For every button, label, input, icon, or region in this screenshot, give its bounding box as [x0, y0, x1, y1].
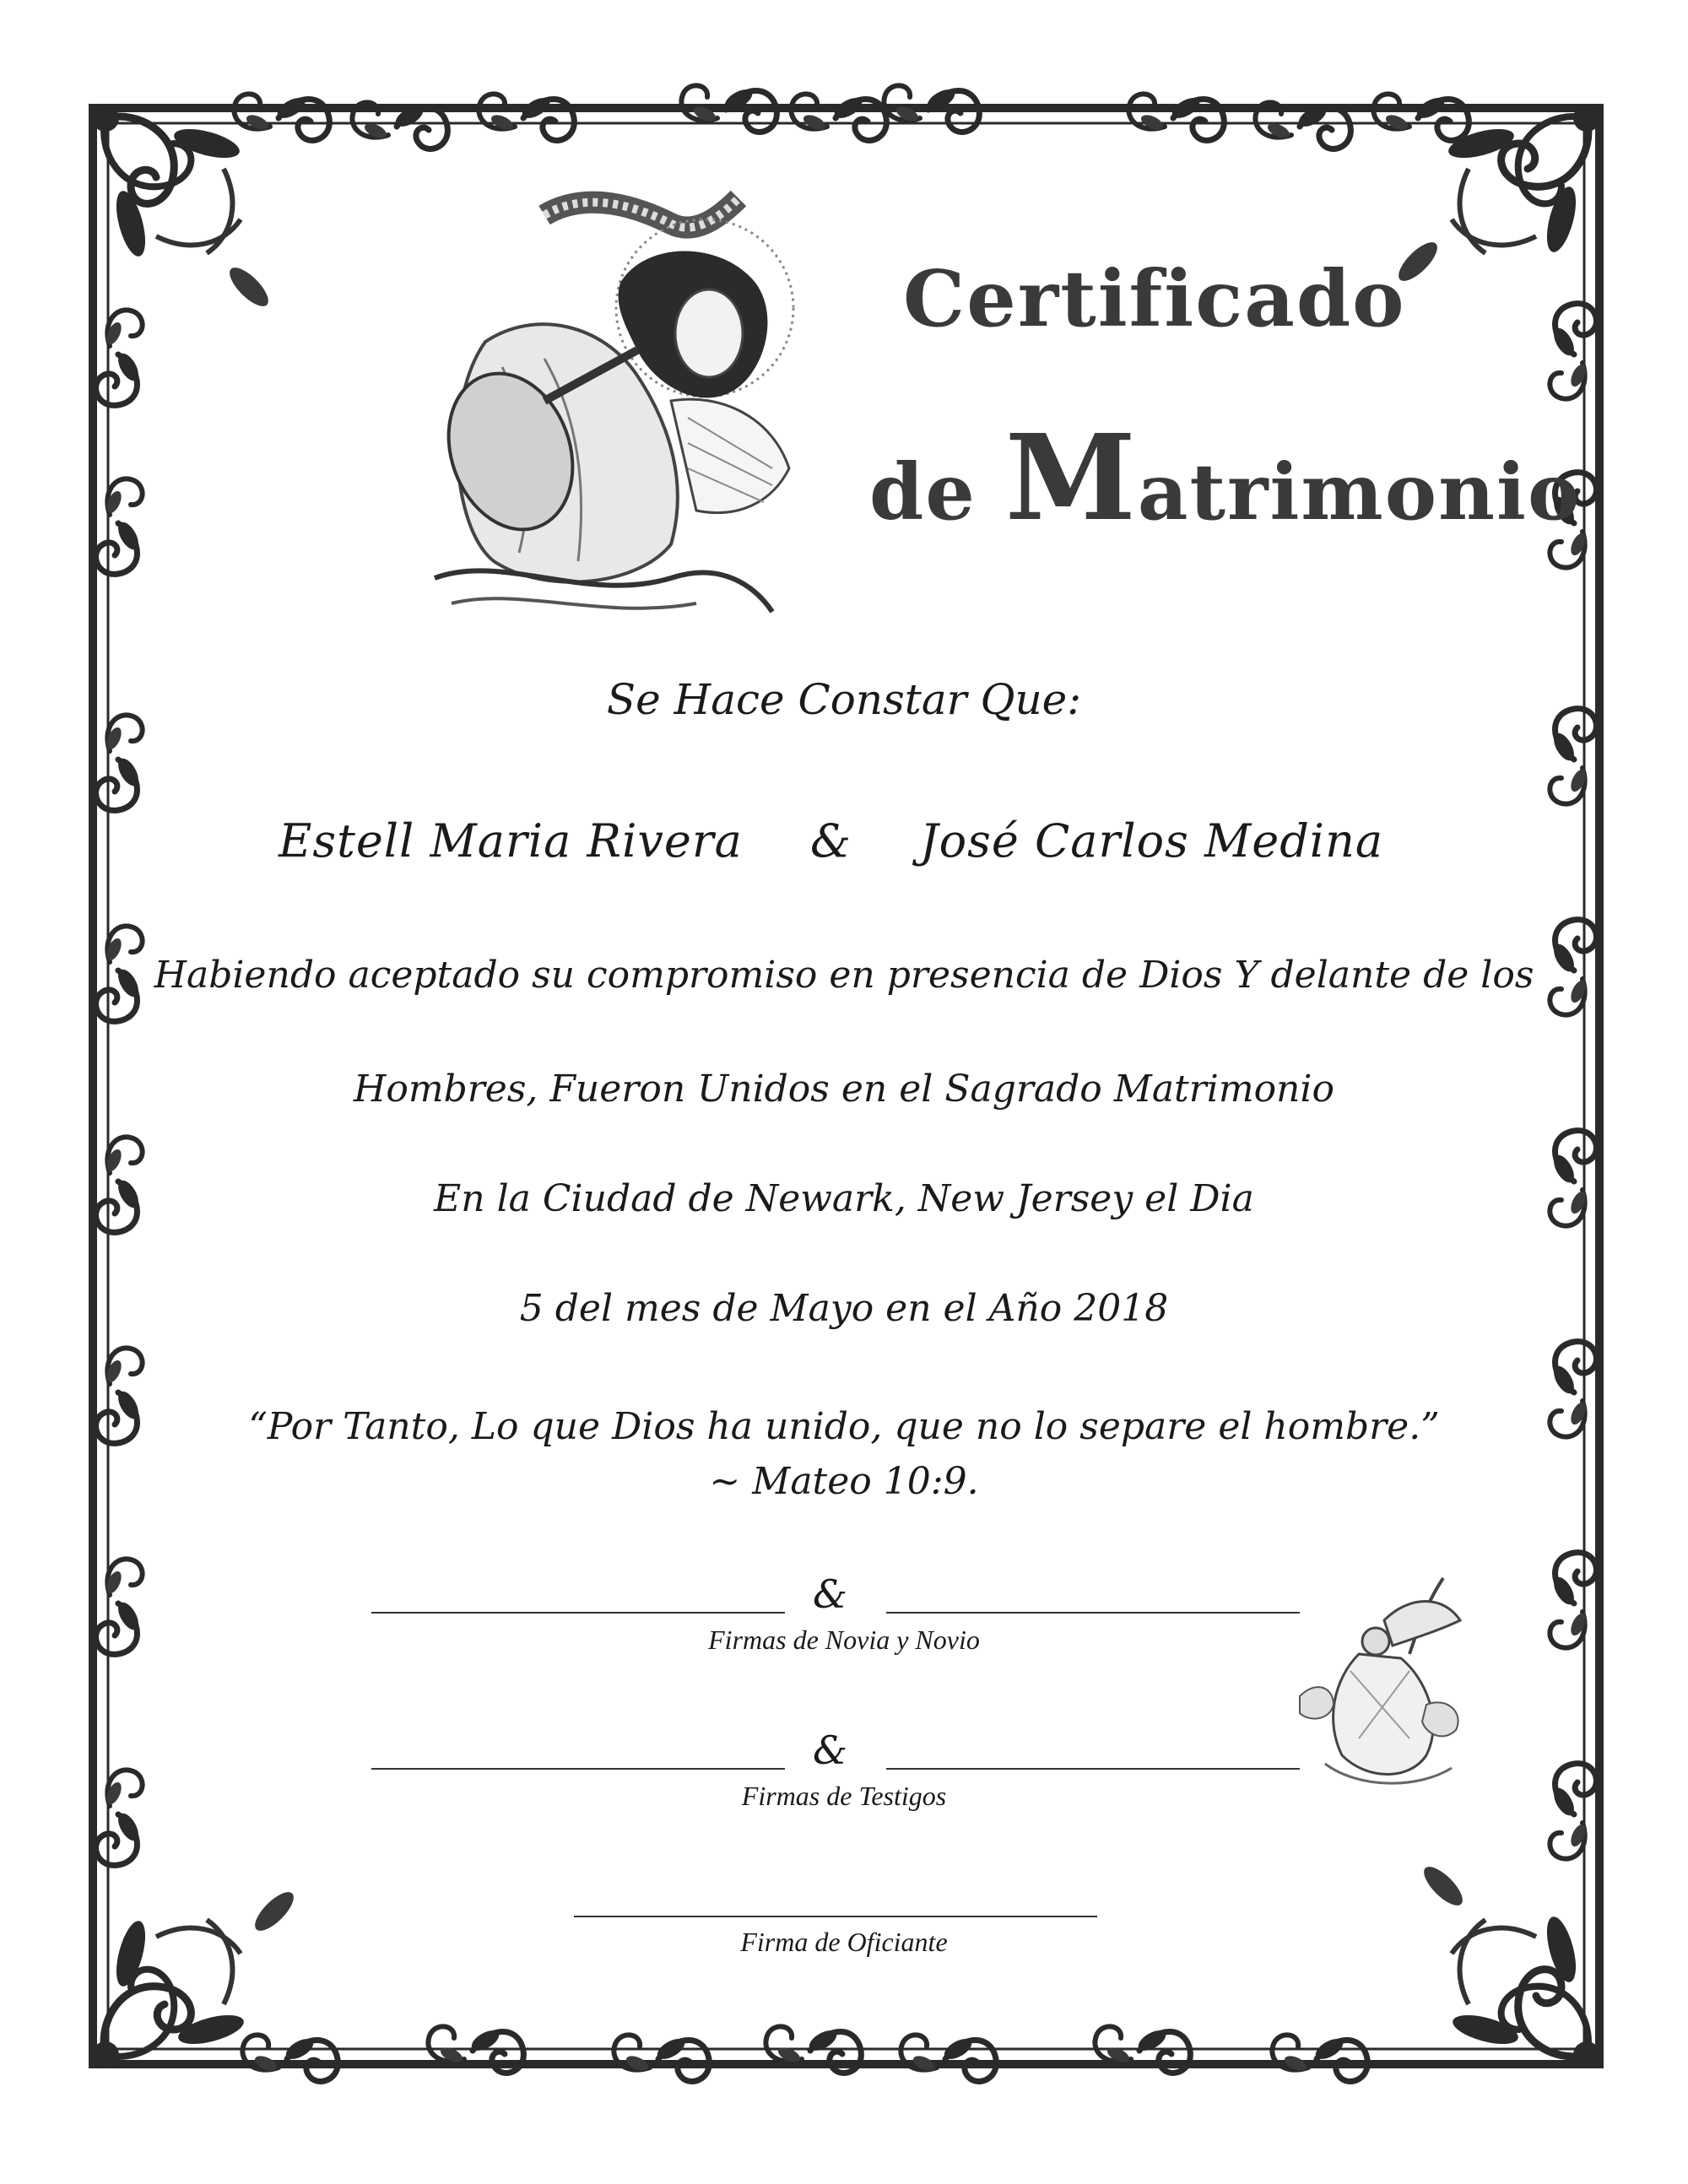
title-rest: atrimonio [1137, 446, 1582, 538]
names-ampersand: & [810, 814, 852, 868]
bride-signature-line[interactable] [371, 1612, 785, 1614]
angel-lute-illustration [418, 181, 806, 629]
bible-quote: “Por Tanto, Lo que Dios ha unido, que no lo separe el hombre.” [248, 1405, 1440, 1448]
witness-signature-label: Firmas de Testigos [741, 1781, 947, 1811]
title-line-certificado: Certificado [903, 253, 1406, 344]
paragraph-3: En la Ciudad de Newark, New Jersey el Dia [434, 1177, 1254, 1220]
officiant-signature-line[interactable] [574, 1916, 1097, 1917]
bible-citation: ~ Mateo 10:9. [709, 1460, 979, 1503]
witness-1-signature-line[interactable] [371, 1768, 785, 1770]
groom-signature-line[interactable] [886, 1612, 1300, 1614]
intro-heading: Se Hace Constar Que: [606, 675, 1082, 724]
paragraph-1: Habiendo aceptado su compromiso en presencia de Dios Y delante de los [154, 954, 1534, 997]
title-line-matrimonio [869, 409, 1581, 548]
witness-2-signature-line[interactable] [886, 1768, 1300, 1770]
couple-signature-ampersand: & [813, 1571, 847, 1617]
groom-name: José Carlos Medina [920, 814, 1384, 868]
bride-name: Estell Maria Rivera [279, 814, 743, 868]
witness-signature-ampersand: & [813, 1727, 847, 1773]
officiant-signature-label: Firma de Oficiante [740, 1927, 948, 1957]
couple-names [0, 814, 1688, 890]
angel-cherubs-illustration [1283, 1570, 1477, 1797]
paragraph-4: 5 del mes de Mayo en el Año 2018 [519, 1287, 1169, 1330]
couple-signature-label: Firmas de Novia y Novio [708, 1624, 980, 1655]
paragraph-2: Hombres, Fueron Unidos en el Sagrado Matrimonio [354, 1068, 1334, 1111]
title-initial: M [1004, 409, 1138, 548]
title-prefix: de [869, 446, 1005, 538]
